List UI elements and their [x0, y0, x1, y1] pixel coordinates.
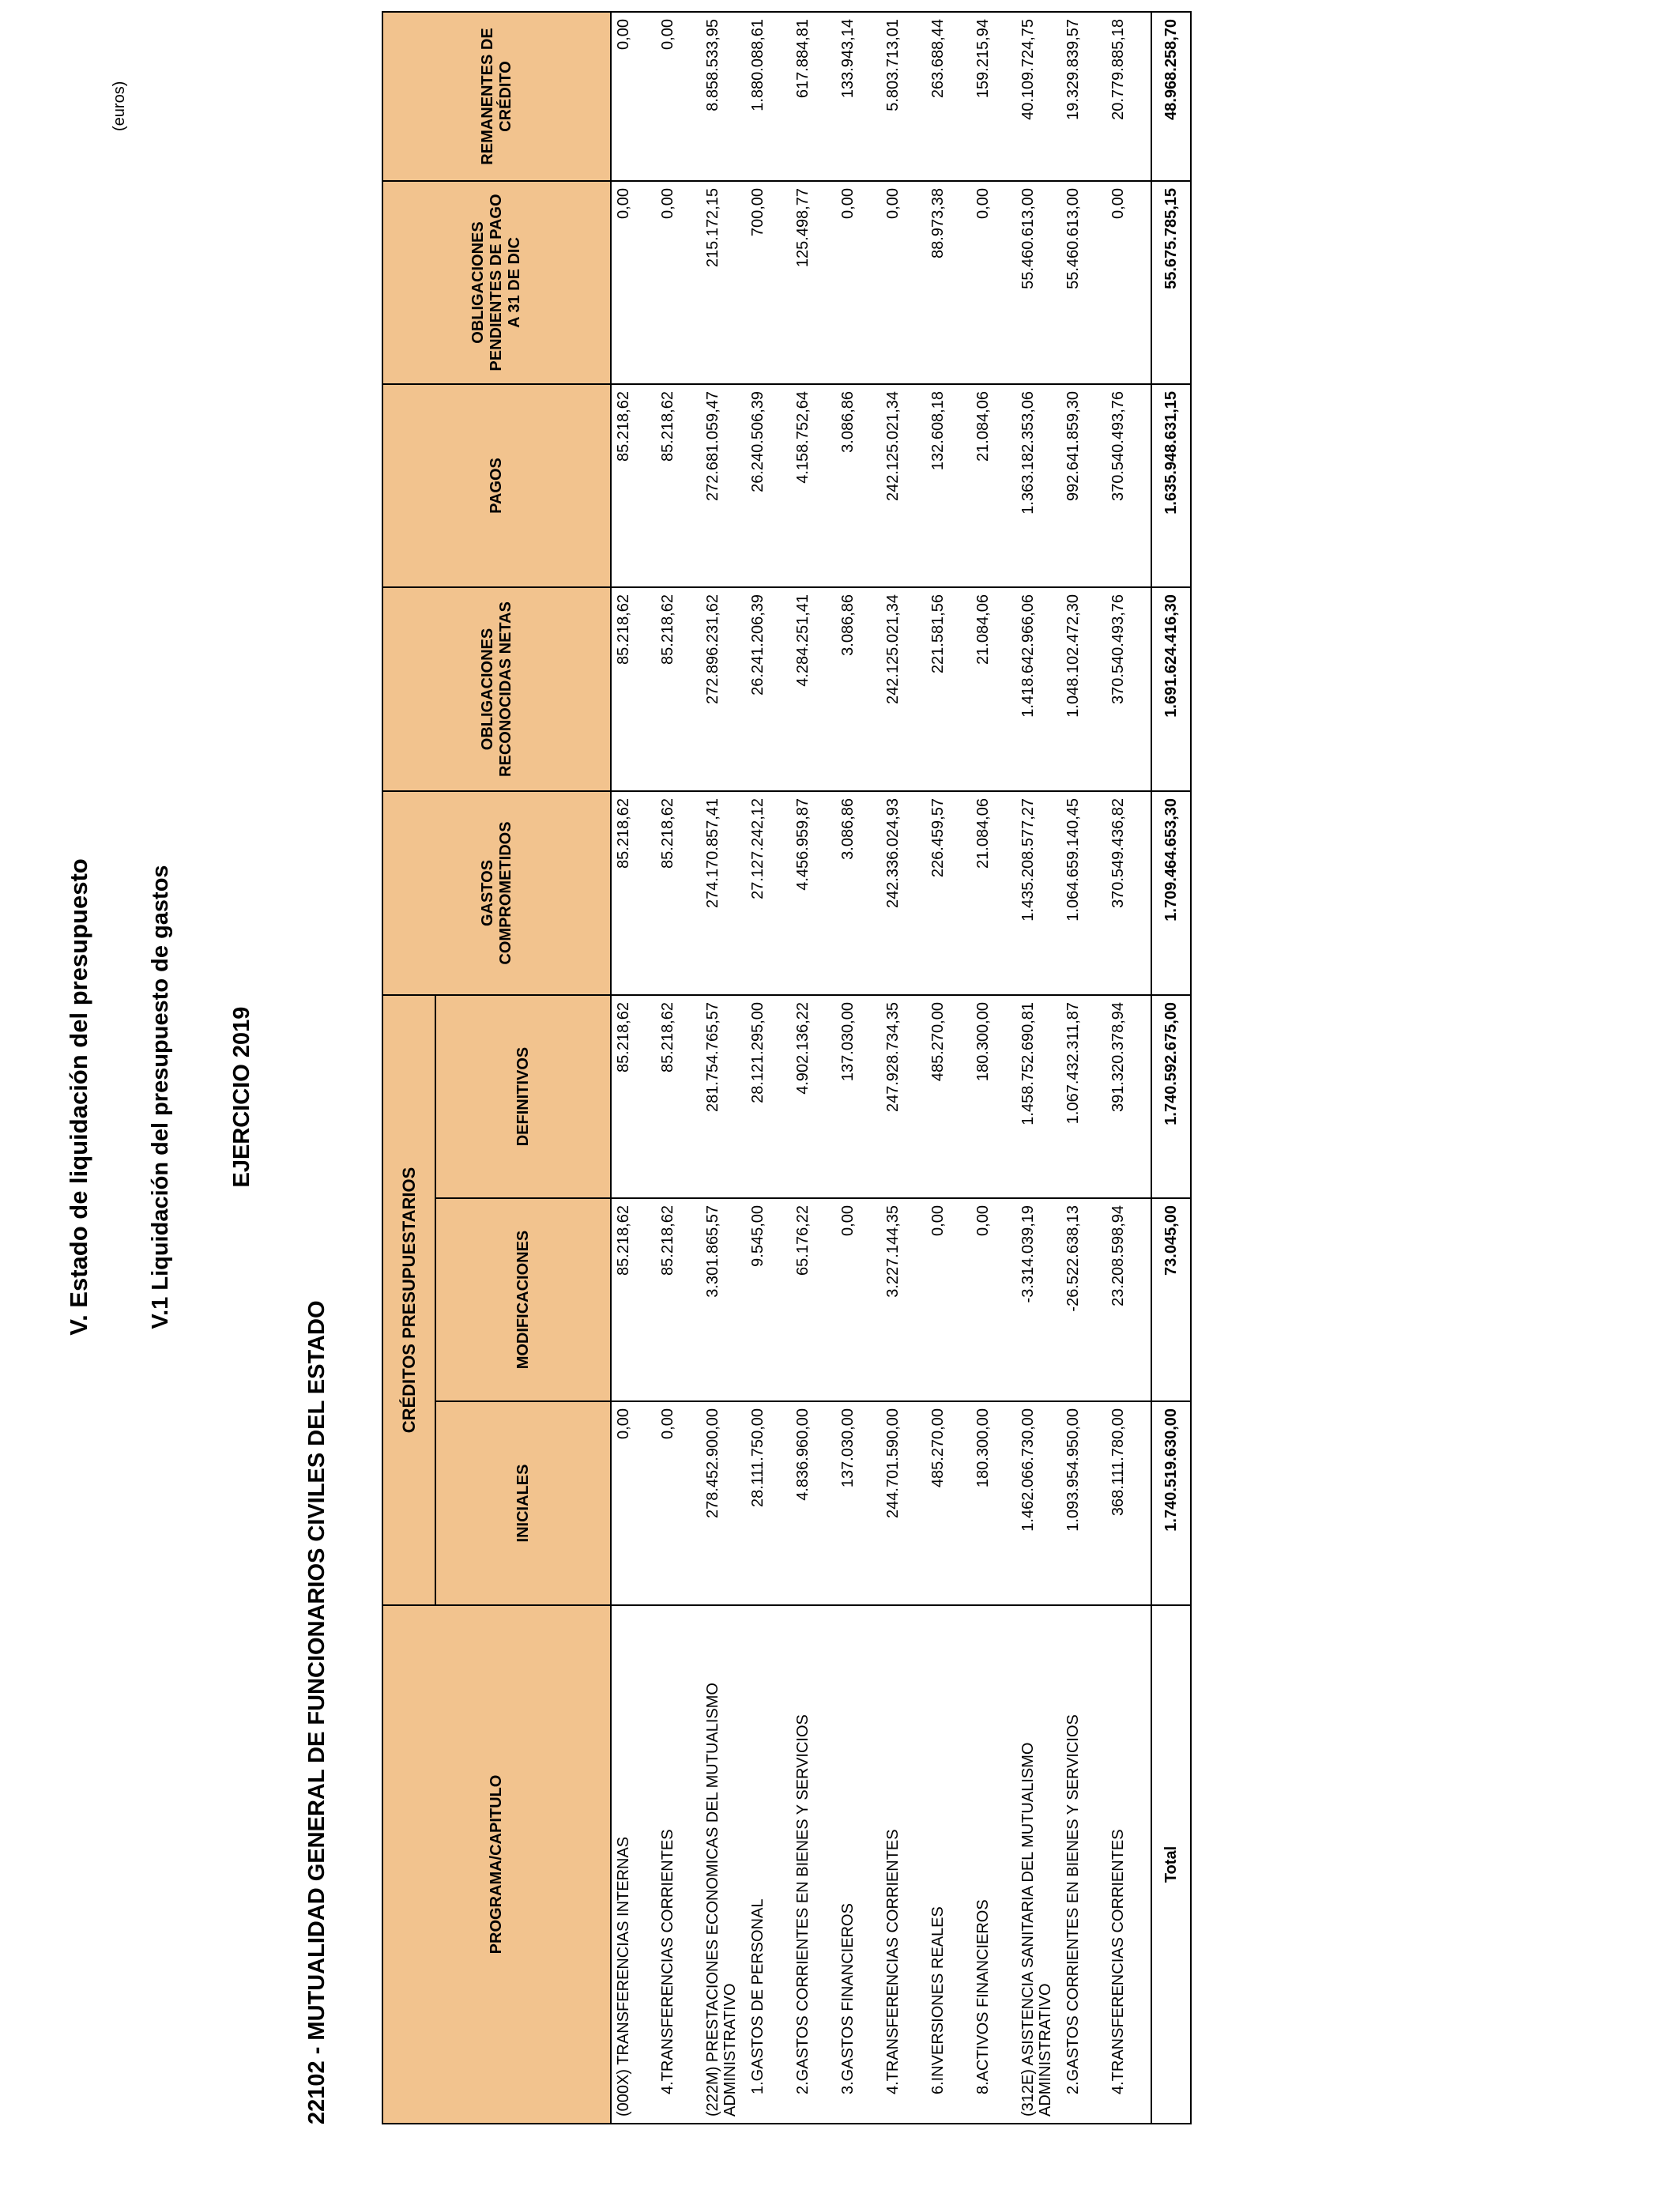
cell-obligaciones: 85.218,62: [611, 587, 656, 791]
cell-gastos: 4.456.959,87: [791, 791, 836, 995]
table-row: [1106, 12, 1151, 2124]
cell-definitivos: 85.218,62: [611, 995, 656, 1198]
cell-iniciales: 0,00: [611, 1401, 656, 1605]
page-title: V. Estado de liquidación del presupuesto: [65, 858, 92, 1336]
row-label: (222M) PRESTACIONES ECONOMICAS DEL MUTUALISMO ADMINISTRATIVO: [701, 1605, 746, 2124]
cell-iniciales: 28.111.750,00: [746, 1401, 791, 1605]
header-obligaciones: OBLIGACIONES RECONOCIDAS NETAS: [382, 587, 611, 791]
cell-gastos: 242.336.024,93: [881, 791, 926, 995]
cell-iniciales: 278.452.900,00: [701, 1401, 746, 1605]
cell-definitivos: 485.270,00: [926, 995, 971, 1198]
cell-remanentes: 159.215,94: [971, 12, 1016, 181]
header-pagos: PAGOS: [382, 384, 611, 587]
cell-iniciales: 4.836.960,00: [791, 1401, 836, 1605]
total-row: [1151, 12, 1191, 2124]
cell-gastos: 21.084,06: [971, 791, 1016, 995]
table-row: [1016, 12, 1061, 2124]
cell-gastos: 27.127.242,12: [746, 791, 791, 995]
cell-definitivos: 1.067.432.311,87: [1061, 995, 1106, 1198]
cell-pagos: 4.158.752,64: [791, 384, 836, 587]
cell-pendientes: 0,00: [611, 181, 656, 384]
cell-pagos: 26.240.506,39: [746, 384, 791, 587]
cell-gastos: 3.086,86: [836, 791, 881, 995]
cell-remanentes: 617.884,81: [791, 12, 836, 181]
cell-pendientes: 0,00: [836, 181, 881, 384]
cell-modificaciones: 85.218,62: [656, 1198, 701, 1401]
cell-modificaciones: 3.227.144,35: [881, 1198, 926, 1401]
cell-pagos: 242.125.021,34: [881, 384, 926, 587]
page-subtitle: V.1 Liquidación del presupuesto de gastos: [148, 865, 173, 1329]
cell-definitivos: 281.754.765,57: [701, 995, 746, 1198]
cell-remanentes: 263.688,44: [926, 12, 971, 181]
budget-table: [382, 11, 1192, 2124]
cell-obligaciones: 242.125.021,34: [881, 587, 926, 791]
cell-pendientes: 0,00: [881, 181, 926, 384]
cell-remanentes: 19.329.839,57: [1061, 12, 1106, 181]
cell-remanentes: 8.858.533,95: [701, 12, 746, 181]
cell-pagos: 992.641.859,30: [1061, 384, 1106, 587]
cell-remanentes: 20.779.885,18: [1106, 12, 1151, 181]
cell-obligaciones: 26.241.206,39: [746, 587, 791, 791]
cell-pagos: 1.363.182.353,06: [1016, 384, 1061, 587]
cell-pendientes: 0,00: [1106, 181, 1151, 384]
cell-pendientes: 125.498,77: [791, 181, 836, 384]
cell-pagos: 85.218,62: [611, 384, 656, 587]
cell-remanentes: 0,00: [611, 12, 656, 181]
cell-gastos: 1.064.659.140,45: [1061, 791, 1106, 995]
cell-gastos: 85.218,62: [656, 791, 701, 995]
table-row: [971, 12, 1016, 2124]
cell-iniciales: 485.270,00: [926, 1401, 971, 1605]
cell-definitivos: 137.030,00: [836, 995, 881, 1198]
header-definitivos: DEFINITIVOS: [435, 995, 611, 1198]
cell-pendientes: 215.172,15: [701, 181, 746, 384]
table-row: [881, 12, 926, 2124]
row-label: 4.TRANSFERENCIAS CORRIENTES: [656, 1605, 701, 2124]
cell-modificaciones: 0,00: [971, 1198, 1016, 1401]
cell-iniciales: 368.111.780,00: [1106, 1401, 1151, 1605]
table-row: [791, 12, 836, 2124]
cell-iniciales: 1.462.066.730,00: [1016, 1401, 1061, 1605]
cell-pendientes: 0,00: [971, 181, 1016, 384]
cell-pagos: 21.084,06: [971, 384, 1016, 587]
total-obligaciones: 1.691.624.416,30: [1151, 587, 1191, 791]
cell-definitivos: 247.928.734,35: [881, 995, 926, 1198]
header-remanentes: REMANENTES DE CRÉDITO: [382, 12, 611, 181]
cell-obligaciones: 1.048.102.472,30: [1061, 587, 1106, 791]
cell-remanentes: 0,00: [656, 12, 701, 181]
cell-iniciales: 137.030,00: [836, 1401, 881, 1605]
row-label: (000X) TRANSFERENCIAS INTERNAS: [611, 1605, 656, 2124]
cell-obligaciones: 85.218,62: [656, 587, 701, 791]
row-label: 8.ACTIVOS FINANCIEROS: [971, 1605, 1016, 2124]
cell-pagos: 370.540.493,76: [1106, 384, 1151, 587]
cell-modificaciones: -3.314.039,19: [1016, 1198, 1061, 1401]
table-row: [611, 12, 656, 2124]
row-label: 4.TRANSFERENCIAS CORRIENTES: [1106, 1605, 1151, 2124]
table-row: [701, 12, 746, 2124]
row-label: 6.INVERSIONES REALES: [926, 1605, 971, 2124]
total-iniciales: 1.740.519.630,00: [1151, 1401, 1191, 1605]
row-label: 2.GASTOS CORRIENTES EN BIENES Y SERVICIOS: [1061, 1605, 1106, 2124]
cell-pagos: 272.681.059,47: [701, 384, 746, 587]
cell-obligaciones: 272.896.231,62: [701, 587, 746, 791]
cell-remanentes: 5.803.713,01: [881, 12, 926, 181]
cell-modificaciones: 65.176,22: [791, 1198, 836, 1401]
cell-pagos: 85.218,62: [656, 384, 701, 587]
cell-modificaciones: 23.208.598,94: [1106, 1198, 1151, 1401]
cell-pendientes: 55.460.613,00: [1061, 181, 1106, 384]
entity-name: 22102 - MUTUALIDAD GENERAL DE FUNCIONARIOS CIVILES DEL ESTADO: [304, 1300, 330, 2124]
row-label: 3.GASTOS FINANCIEROS: [836, 1605, 881, 2124]
cell-remanentes: 1.880.088,61: [746, 12, 791, 181]
table-row: [926, 12, 971, 2124]
row-label: 2.GASTOS CORRIENTES EN BIENES Y SERVICIOS: [791, 1605, 836, 2124]
cell-modificaciones: 3.301.865,57: [701, 1198, 746, 1401]
header-pendientes: OBLIGACIONES PENDIENTES DE PAGO A 31 DE DIC: [382, 181, 611, 384]
cell-obligaciones: 4.284.251,41: [791, 587, 836, 791]
cell-iniciales: 1.093.954.950,00: [1061, 1401, 1106, 1605]
cell-modificaciones: 0,00: [926, 1198, 971, 1401]
row-label: (312E) ASISTENCIA SANITARIA DEL MUTUALISMO ADMINISTRATIVO: [1016, 1605, 1061, 2124]
cell-obligaciones: 3.086,86: [836, 587, 881, 791]
cell-iniciales: 0,00: [656, 1401, 701, 1605]
units-label: (euros): [111, 81, 128, 131]
cell-remanentes: 40.109.724,75: [1016, 12, 1061, 181]
cell-definitivos: 28.121.295,00: [746, 995, 791, 1198]
cell-obligaciones: 21.084,06: [971, 587, 1016, 791]
cell-pagos: 132.608,18: [926, 384, 971, 587]
row-label: 4.TRANSFERENCIAS CORRIENTES: [881, 1605, 926, 2124]
cell-gastos: 226.459,57: [926, 791, 971, 995]
cell-modificaciones: 85.218,62: [611, 1198, 656, 1401]
cell-obligaciones: 1.418.642.966,06: [1016, 587, 1061, 791]
header-programa: PROGRAMA/CAPITULO: [382, 1605, 611, 2124]
table-row: [1061, 12, 1106, 2124]
cell-modificaciones: -26.522.638,13: [1061, 1198, 1106, 1401]
cell-definitivos: 180.300,00: [971, 995, 1016, 1198]
table-row: [746, 12, 791, 2124]
cell-definitivos: 4.902.136,22: [791, 995, 836, 1198]
exercise-year: EJERCICIO 2019: [229, 1006, 254, 1188]
header-iniciales: INICIALES: [435, 1401, 611, 1605]
cell-remanentes: 133.943,14: [836, 12, 881, 181]
header-modificaciones: MODIFICACIONES: [435, 1198, 611, 1401]
total-remanentes: 48.968.258,70: [1151, 12, 1191, 181]
total-gastos: 1.709.464.653,30: [1151, 791, 1191, 995]
cell-modificaciones: 0,00: [836, 1198, 881, 1401]
cell-gastos: 85.218,62: [611, 791, 656, 995]
header-gastos: GASTOS COMPROMETIDOS: [382, 791, 611, 995]
cell-iniciales: 180.300,00: [971, 1401, 1016, 1605]
header-creditos-group: CRÉDITOS PRESUPUESTARIOS: [382, 995, 435, 1605]
table-row: [836, 12, 881, 2124]
cell-definitivos: 391.320.378,94: [1106, 995, 1151, 1198]
total-pagos: 1.635.948.631,15: [1151, 384, 1191, 587]
total-definitivos: 1.740.592.675,00: [1151, 995, 1191, 1198]
cell-gastos: 1.435.208.577,27: [1016, 791, 1061, 995]
cell-pendientes: 0,00: [656, 181, 701, 384]
total-modificaciones: 73.045,00: [1151, 1198, 1191, 1401]
total-pendientes: 55.675.785,15: [1151, 181, 1191, 384]
cell-gastos: 370.549.436,82: [1106, 791, 1151, 995]
cell-modificaciones: 9.545,00: [746, 1198, 791, 1401]
cell-definitivos: 1.458.752.690,81: [1016, 995, 1061, 1198]
cell-pendientes: 700,00: [746, 181, 791, 384]
cell-pendientes: 55.460.613,00: [1016, 181, 1061, 384]
cell-obligaciones: 221.581,56: [926, 587, 971, 791]
table-row: [656, 12, 701, 2124]
total-label: Total: [1151, 1605, 1191, 2124]
cell-definitivos: 85.218,62: [656, 995, 701, 1198]
cell-iniciales: 244.701.590,00: [881, 1401, 926, 1605]
cell-pagos: 3.086,86: [836, 384, 881, 587]
cell-gastos: 274.170.857,41: [701, 791, 746, 995]
row-label: 1.GASTOS DE PERSONAL: [746, 1605, 791, 2124]
cell-pendientes: 88.973,38: [926, 181, 971, 384]
cell-obligaciones: 370.540.493,76: [1106, 587, 1151, 791]
